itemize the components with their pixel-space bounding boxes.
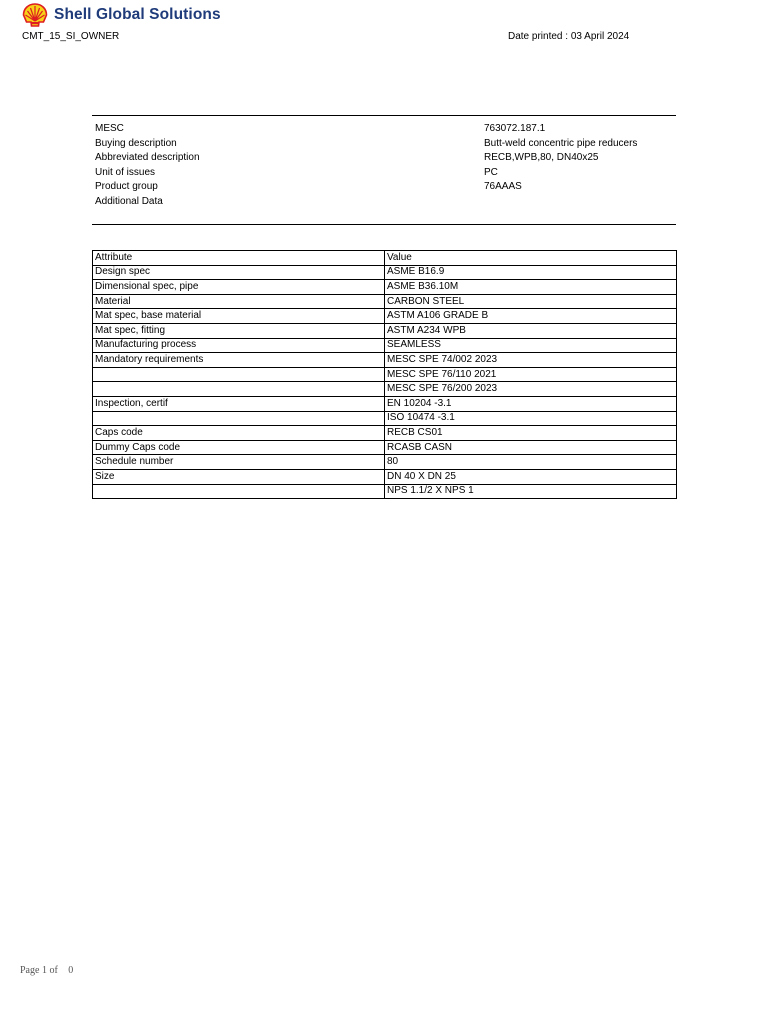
table-row xyxy=(93,484,677,499)
attribute-cell: Mandatory requirements xyxy=(93,353,385,368)
value-cell: CARBON STEEL xyxy=(385,294,677,309)
value-cell: ISO 10474 -3.1 xyxy=(385,411,677,426)
attribute-cell xyxy=(93,484,385,499)
attribute-cell: Material xyxy=(93,294,385,309)
summary-label: Product group xyxy=(95,181,158,192)
value-cell: MESC SPE 76/200 2023 xyxy=(385,382,677,397)
date-printed: Date printed : 03 April 2024 xyxy=(508,31,630,42)
value-cell: ASTM A234 WPB xyxy=(385,323,677,338)
column-header-value: Value xyxy=(385,251,677,266)
table-row xyxy=(93,309,677,324)
attribute-cell: Schedule number xyxy=(93,455,385,470)
table-row xyxy=(93,353,677,368)
summary-row-buying-description xyxy=(95,137,675,152)
value-cell: RCASB CASN xyxy=(385,440,677,455)
attribute-cell xyxy=(93,382,385,397)
page-total: 0 xyxy=(68,965,74,976)
value-cell: ASME B16.9 xyxy=(385,265,677,280)
table-row xyxy=(93,323,677,338)
attribute-cell: Caps code xyxy=(93,426,385,441)
attribute-cell: Design spec xyxy=(93,265,385,280)
value-cell: SEAMLESS xyxy=(385,338,677,353)
attribute-cell xyxy=(93,411,385,426)
summary-label: Unit of issues xyxy=(95,166,156,178)
brand-name: Shell Global Solutions xyxy=(54,6,221,23)
summary-value: Butt-weld concentric pipe reducers xyxy=(484,137,638,149)
summary-label: Buying description xyxy=(95,137,177,149)
shell-logo-icon xyxy=(22,3,48,27)
table-row xyxy=(93,338,677,353)
summary-value: 76AAAS xyxy=(484,181,522,192)
table-row xyxy=(93,382,677,397)
column-header-attribute: Attribute xyxy=(93,251,385,266)
attribute-cell: Mat spec, base material xyxy=(93,309,385,324)
summary-label: MESC xyxy=(95,123,124,134)
summary-value: PC xyxy=(484,166,498,178)
table-row xyxy=(93,455,677,470)
summary-row-abbreviated-description xyxy=(95,151,675,166)
table-row xyxy=(93,469,677,484)
summary-row-additional-data xyxy=(95,195,675,210)
top-divider xyxy=(92,115,676,116)
attribute-cell xyxy=(93,367,385,382)
table-row xyxy=(93,396,677,411)
value-cell: MESC SPE 74/002 2023 xyxy=(385,353,677,368)
attribute-cell: Dimensional spec, pipe xyxy=(93,280,385,295)
table-row xyxy=(93,294,677,309)
value-cell: 80 xyxy=(385,455,677,470)
table-row xyxy=(93,426,677,441)
value-cell: RECB CS01 xyxy=(385,426,677,441)
summary-row-unit-of-issues xyxy=(95,166,675,181)
summary-row-product-group xyxy=(95,180,675,195)
page-number xyxy=(20,965,73,976)
attribute-cell: Inspection, certif xyxy=(93,396,385,411)
page-of-label: Page 1 of xyxy=(20,965,58,976)
table-header-row xyxy=(93,251,677,266)
value-cell: ASME B36.10M xyxy=(385,280,677,295)
table-row xyxy=(93,265,677,280)
value-cell: DN 40 X DN 25 xyxy=(385,469,677,484)
bottom-divider xyxy=(92,224,676,225)
attribute-table xyxy=(92,250,677,499)
summary-label: Abbreviated description xyxy=(95,152,200,163)
summary-row-mesc xyxy=(95,122,675,137)
attribute-cell: Mat spec, fitting xyxy=(93,323,385,338)
summary-value: RECB,WPB,80, DN40x25 xyxy=(484,152,599,163)
value-cell: NPS 1.1/2 X NPS 1 xyxy=(385,484,677,499)
summary-label: Additional Data xyxy=(95,195,163,207)
value-cell: EN 10204 -3.1 xyxy=(385,396,677,411)
brand-header xyxy=(22,3,221,27)
attribute-cell: Manufacturing process xyxy=(93,338,385,353)
attribute-cell: Size xyxy=(93,469,385,484)
attribute-cell: Dummy Caps code xyxy=(93,440,385,455)
table-row xyxy=(93,367,677,382)
summary-block xyxy=(95,122,675,209)
owner-code: CMT_15_SI_OWNER xyxy=(22,31,120,42)
table-row xyxy=(93,411,677,426)
table-row xyxy=(93,280,677,295)
value-cell: ASTM A106 GRADE B xyxy=(385,309,677,324)
summary-value: 763072.187.1 xyxy=(484,123,546,134)
table-row xyxy=(93,440,677,455)
value-cell: MESC SPE 76/110 2021 xyxy=(385,367,677,382)
